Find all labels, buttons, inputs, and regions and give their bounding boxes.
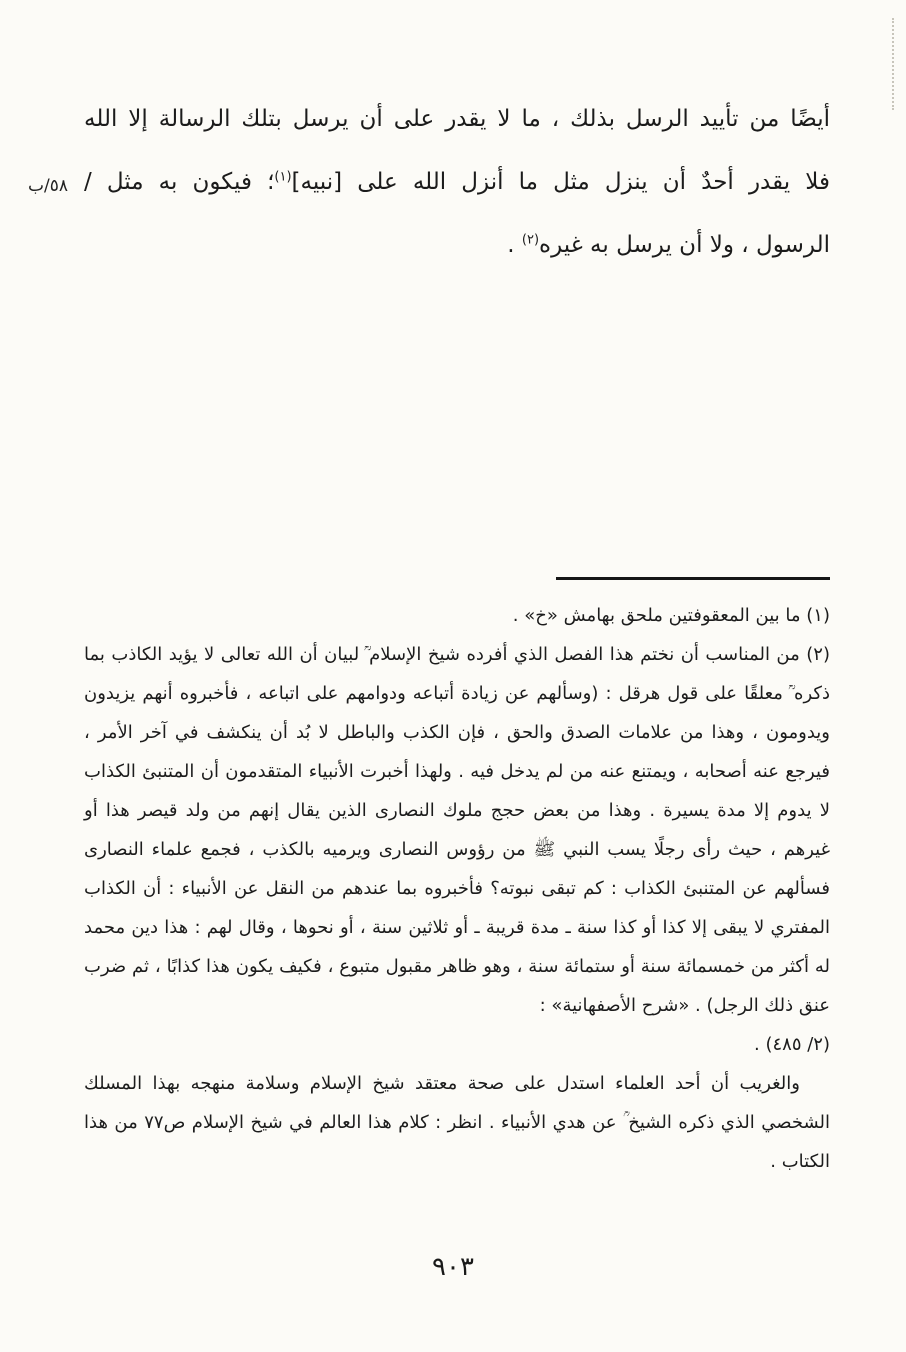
footnote-divider-rule <box>556 577 830 580</box>
footnote-1-text: ما بين المعقوفتين ملحق بهامش «خ» . <box>512 605 801 626</box>
footnote-ref-1: (١) <box>274 169 292 185</box>
page-number: ٩٠٣ <box>432 1252 474 1282</box>
main-line-1 <box>84 88 830 151</box>
main-line-3 <box>84 214 830 277</box>
main-line-3-tail: . <box>507 232 522 258</box>
footnote-2-citation: (٢/ ٤٨٥) . <box>754 1034 830 1055</box>
footnote-2 <box>84 635 830 1181</box>
footnote-ref-2: (٢) <box>521 232 540 248</box>
footnotes-section <box>84 596 830 1181</box>
footnote-2-body <box>84 635 830 1025</box>
main-text-block <box>84 88 830 277</box>
main-line-1-text: أيضًا من تأييد الرسل بذلك ، ما لا يقدر على أن يرسل بتلك الرسالة إلا الله <box>84 106 830 132</box>
main-line-2-text: فلا يقدر أحدٌ أن ينزل مثل ما أنزل الله على [نبيه] <box>291 169 830 195</box>
footnote-1-marker: (١) <box>806 605 830 626</box>
footnote-2-addendum: والغريب أن أحد العلماء استدل على صحة معتقد شيخ الإسلام وسلامة منهجه بهذا المسلك الشخصي الذي ذكره الشيخ ؒ عن هدي الأنبياء . انظر : كلام هذا العالم في شيخ الإسلام ص٧٧ من هذا الكتاب . <box>84 1073 831 1172</box>
scan-edge-dots <box>892 18 894 110</box>
main-line-3-text: الرسول ، ولا أن يرسل به غيره <box>539 232 830 258</box>
footnote-2-text: من المناسب أن نختم هذا الفصل الذي أفرده شيخ الإسلام ؒ لبيان أن الله تعالى لا يؤيد الكاذب بما ذكره ؒ معلقًا على قول هرقل : (وسألهم عن زيادة أتباعه ودوامهم على اتباعه ، فأخبروه أنهم يزيدون ويدومون ، وهذا من علامات الصدق والحق ، فإن الكذب والباطل لا بُد أن ينكشف في آخر الأمر ، فيرجع عنه أصحابه ، ويمتنع عنه من لم يدخل فيه . ولهذا أخبرت الأنبياء المتقدمون أن المتنبئ الكذاب لا يدوم إلا مدة يسيرة . وهذا من بعض حجج ملوك النصارى الذين يقال إنهم من ولد قيصر هذا أو غيرهم ، حيث رأى رجلًا يسب النبي ﷺ من رؤوس النصارى ويرميه بالكذب ، فجمع علماء النصارى فسألهم عن المتنبئ الكذاب : كم تبقى نبوته؟ فأخبروه بما عندهم من النقل عن الأنبياء : أن الكذاب المفتري لا يبقى إلا كذا أو كذا سنة ـ مدة قريبة ـ أو ثلاثين سنة ، أو نحوها ، وقال لهم : هذا دين محمد له أكثر من خمسمائة سنة أو ستمائة سنة ، وهو ظاهر مقبول متبوع ، فكيف يكون هذا كذابًا ، ثم ضرب عنق ذلك الرجل) . «شرح الأصفهانية» : <box>84 644 830 1016</box>
footnote-1 <box>84 596 830 635</box>
folio-margin-note: ٥٨/ب <box>28 176 68 196</box>
main-line-2-tail: ؛ فيكون به مثل / <box>84 169 275 195</box>
footnote-2-marker: (٢) <box>806 644 830 665</box>
main-line-2 <box>84 151 830 214</box>
